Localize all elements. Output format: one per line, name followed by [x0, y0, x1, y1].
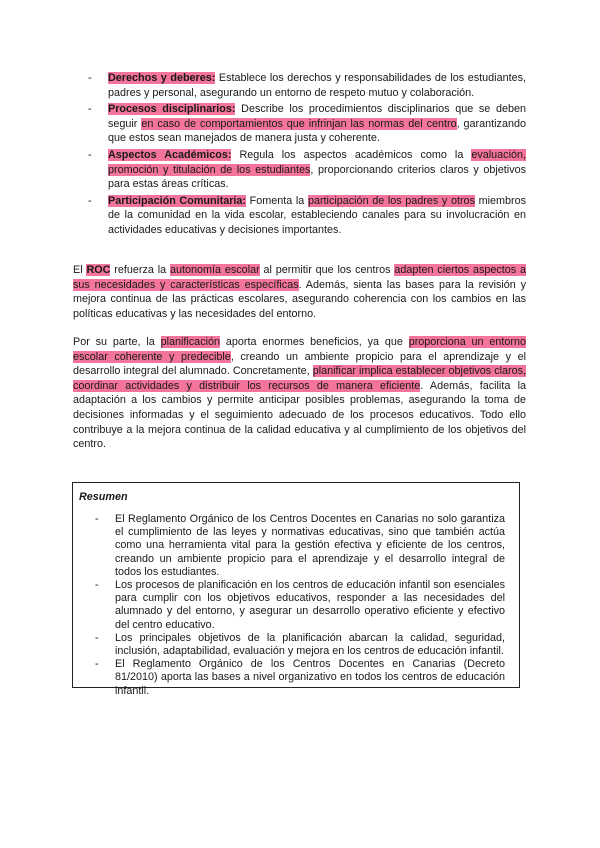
list-item [95, 579, 505, 632]
bullet-dash: - [95, 579, 99, 592]
text-segment: Fomenta la [246, 194, 308, 207]
highlighted-text: planificación [160, 336, 220, 348]
list-item [88, 194, 526, 238]
list-item [88, 71, 526, 100]
bullet-dash: - [88, 148, 92, 161]
list-item [95, 632, 505, 658]
term-derechos-deberes: Derechos y deberes: [108, 72, 216, 84]
list-item [88, 102, 526, 146]
bullet-dash: - [88, 72, 92, 84]
summary-title: Resumen [79, 491, 128, 503]
bullet-dash: - [88, 194, 92, 207]
text-segment: Regula los aspectos académicos como la [231, 148, 472, 161]
summary-box [72, 482, 520, 697]
highlighted-roc: ROC [86, 264, 111, 276]
summary-item-text: El Reglamento Orgánico de los Centros Docentes en Canarias (Decreto 81/2010) aporta las bases a nivel organizativo en todos los centros de educación infantil. [115, 658, 505, 697]
list-item [95, 658, 505, 698]
text-segment: refuerza la [110, 264, 171, 276]
text-segment: miembros de la comunidad en la vida escolar, estableciendo canales para su involucración en actividades educativas y decisiones importantes. [108, 194, 526, 236]
paragraph-roc [73, 263, 526, 321]
text-segment: . Además, sienta las bases para la revisión y mejora continua de las prácticas escolares, asegurando coherencia con los cambios en las políticas educativas y las necesidades del entorno. [73, 278, 526, 320]
text-segment: Establece los derechos y responsabilidades de los estudiantes, padres y personal, asegurando un entorno de respeto mutuo y colaboración. [108, 72, 526, 99]
text-segment: El [73, 264, 87, 276]
bullet-dash: - [88, 103, 92, 116]
bullet-dash: - [95, 658, 99, 671]
highlighted-text: autonomía escolar [170, 264, 260, 276]
paragraph-planificacion [73, 335, 526, 452]
highlighted-text: participación de los padres y otros [307, 194, 475, 207]
text-segment: . Además, facilita la adaptación a los cambios y permite anticipar posibles problemas, asegurando la toma de decisiones informadas y el seguimiento adecuado de los procesos educativos. Todo ello contribuye a la mejora continua de la calidad educativa y al cumplimiento de los objetivos del centro. [73, 379, 526, 451]
text-segment: al permitir que los centros [259, 264, 395, 276]
summary-list [95, 513, 505, 698]
highlighted-text: en caso de comportamientos que infrinjan las normas del centro [141, 117, 457, 130]
term-procesos-disciplinarios: Procesos disciplinarios: [108, 103, 236, 116]
text-segment: , garantizando que estos sean manejados de manera justa y coherente. [108, 117, 526, 145]
summary-item-text: El Reglamento Orgánico de los Centros Docentes en Canarias no solo garantiza el cumplimiento de las leyes y normativas educativas, sino que también actúa como una herramienta vital para la gestión efectiva y eficiente de los centros, creando un ambiente propicio para el aprendizaje y el desarrollo integral de todos los estudiantes. [115, 513, 505, 578]
bullet-dash: - [95, 631, 99, 644]
text-segment: Describe los procedimientos disciplinarios que se deben seguir [108, 103, 527, 130]
bullet-dash: - [95, 513, 99, 525]
highlighted-text: planificar implica establecer objetivos claros, coordinar actividades y distribuir los recursos de manera eficiente [73, 365, 526, 392]
term-participacion-comunitaria: Participación Comunitaria: [108, 194, 247, 207]
list-item [95, 513, 505, 579]
text-segment: , creando un ambiente propicio para el aprendizaje y el desarrollo integral del alumnado. Concretamente, [73, 350, 526, 378]
text-segment: Por su parte, la [73, 336, 161, 348]
summary-item-text: Los procesos de planificación en los centros de educación infantil son esenciales para cumplir con los objetivos educativos, responder a las necesidades del alumnado y del entorno, y asegurar un desarrollo operativo eficiente y efectivo del centro educativo. [115, 579, 505, 631]
roc-sections-list [88, 71, 526, 240]
term-aspectos-academicos: Aspectos Académicos: [108, 148, 232, 161]
text-segment: aporta enormes beneficios, ya que [220, 336, 409, 348]
highlighted-text: proporciona un entorno escolar coherente y predecible [73, 336, 527, 363]
list-item [88, 148, 526, 192]
summary-item-text: Los principales objetivos de la planificación abarcan la calidad, seguridad, inclusión, adaptabilidad, evaluación y mejora en los centros de educación infantil. [115, 631, 505, 658]
highlighted-text: adapten ciertos aspectos a sus necesidades y características específicas [73, 264, 527, 291]
text-segment: , proporcionando criterios claros y objetivos para estas áreas críticas. [108, 163, 526, 191]
highlighted-text: evaluación, promoción y titulación de los estudiantes [108, 148, 526, 176]
